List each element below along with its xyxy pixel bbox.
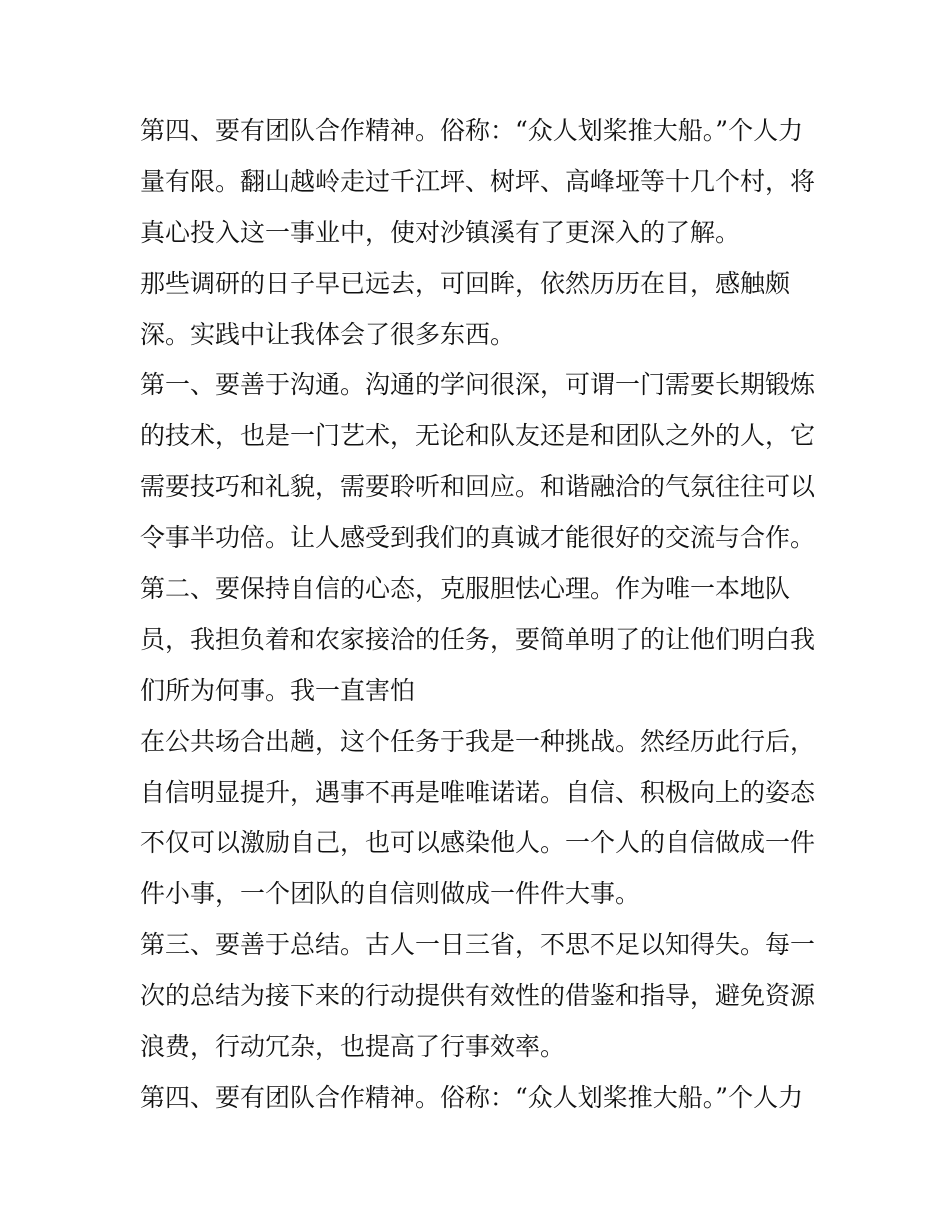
text-line-19: 浪费，行动冗杂，也提高了行事效率。 (140, 1032, 566, 1062)
text-line-9: 令事半功倍。让人感受到我们的真诚才能很好的交流与合作。 (140, 523, 816, 553)
text-line-20: 第四、要有团队合作精神。俗称：“众人划桨推大船。”个人力 (140, 1082, 804, 1112)
text-line-1: 第四、要有团队合作精神。俗称：“众人划桨推大船。”个人力 (140, 116, 804, 145)
document-body (140, 106, 830, 1124)
text-line-13: 在公共场合出趟，这个任务于我是一种挑战。然经历此行后， (140, 726, 816, 756)
text-line-8: 需要技巧和礼貌，需要聆听和回应。和谐融洽的气氛往往可以 (140, 472, 816, 502)
text-line-4: 那些调研的日子早已远去，可回眸，依然历历在目，感触颇 (140, 268, 791, 298)
text-line-17: 第三、要善于总结。古人一日三省，不思不足以知得失。每一 (140, 930, 816, 960)
text-line-18: 次的总结为接下来的行动提供有效性的借鉴和指导，避免资源 (140, 981, 816, 1011)
text-line-10: 第二、要保持自信的心态，克服胆怯心理。作为唯一本地队 (140, 574, 791, 604)
text-line-11: 员，我担负着和农家接洽的任务，要简单明了的让他们明白我 (140, 624, 816, 654)
text-line-7: 的技术，也是一门艺术，无论和队友还是和团队之外的人，它 (140, 421, 816, 451)
text-line-5: 深。实践中让我体会了很多东西。 (140, 319, 516, 349)
text-line-15: 不仅可以激励自己，也可以感染他人。一个人的自信做成一件 (140, 828, 816, 858)
text-line-14: 自信明显提升，遇事不再是唯唯诺诺。自信、积极向上的姿态 (140, 777, 816, 807)
text-line-12: 们所为何事。我一直害怕 (140, 675, 416, 705)
text-line-2: 量有限。翻山越岭走过千江坪、树坪、高峰垭等十几个村，将 (140, 166, 816, 196)
text-line-16: 件小事，一个团队的自信则做成一件件大事。 (140, 879, 641, 909)
text-line-3: 真心投入这一事业中，使对沙镇溪有了更深入的了解。 (140, 217, 741, 247)
text-line-6: 第一、要善于沟通。沟通的学问很深，可谓一门需要长期锻炼 (140, 370, 816, 400)
